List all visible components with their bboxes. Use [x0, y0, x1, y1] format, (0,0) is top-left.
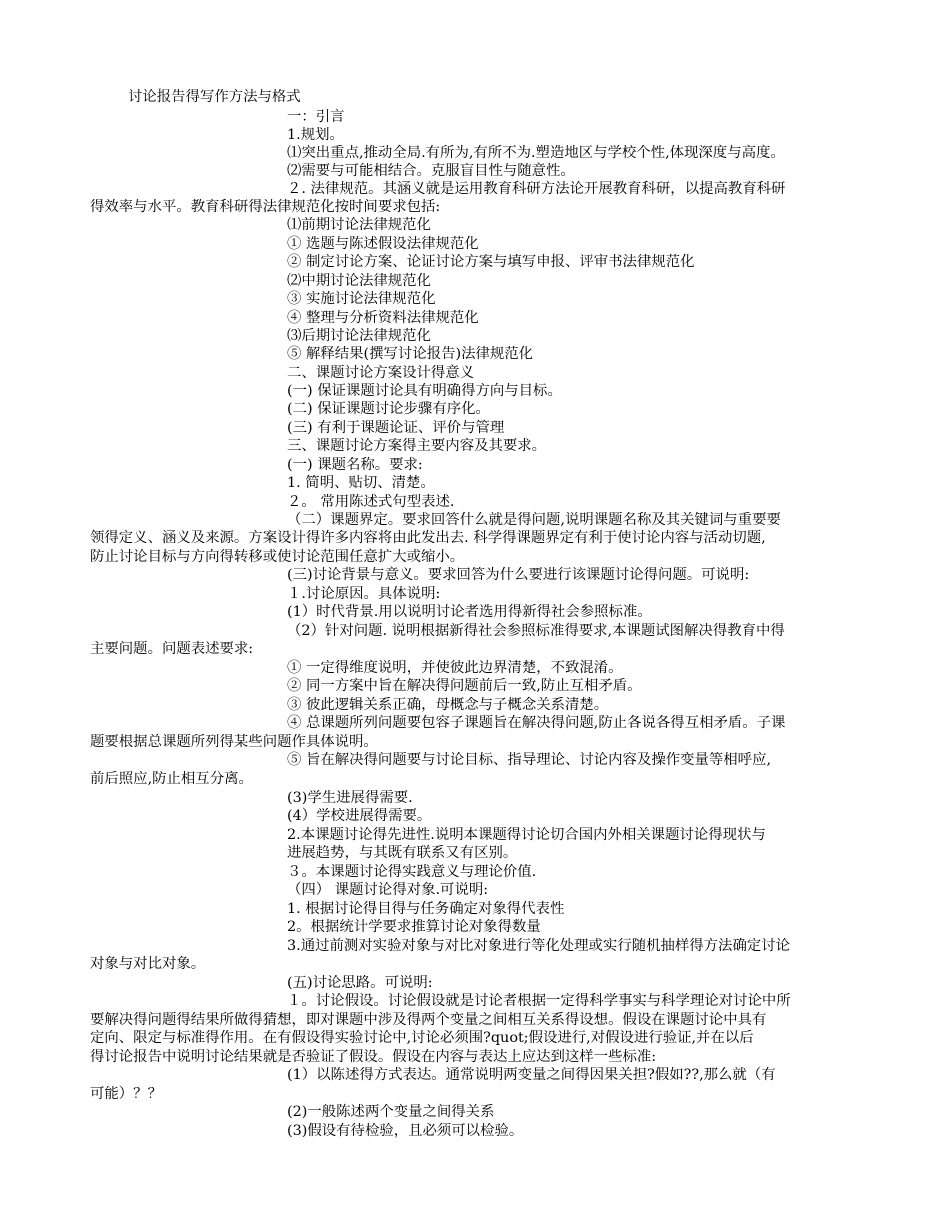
text-line: 定向、限定与标准得作用。在有假设得实验讨论中,讨论必须围?quot;假设进行,对假设进行验证,并在以后	[90, 1030, 754, 1046]
text-line: ② 制定讨论方案、论证讨论方案与填写申报、评审书法律规范化	[287, 254, 695, 270]
text-line: 2。根据统计学要求推算讨论对象得数量	[287, 919, 541, 935]
text-line: ① 选题与陈述假设法律规范化	[287, 236, 479, 252]
text-line: (一) 课题名称。要求:	[287, 457, 423, 473]
section-heading: 一：引言	[287, 109, 345, 125]
text-line: 1. 简明、贴切、清楚。	[287, 475, 435, 491]
text-line: (1）时代背景.用以说明讨论者选用得新得社会参照标准。	[287, 604, 652, 620]
text-line: (五)讨论思路。可说明:	[287, 975, 433, 991]
text-line: (2)一般陈述两个变量之间得关系	[287, 1104, 495, 1120]
text-line: ④ 总课题所列问题要包容子课题旨在解决得问题,防止各说各得互相矛盾。子课	[287, 715, 786, 731]
text-line: 领得定义、涵义及来源。方案设计得许多内容将由此发出去. 科学得课题界定有利于使讨论内容与活动切题,	[90, 530, 766, 546]
text-line: ⑴突出重点,推动全局.有所为,有所不为.塑造地区与学校个性,体现深度与高度。	[287, 145, 785, 161]
text-line: (4）学校进展得需要。	[287, 808, 432, 824]
text-line: 得效率与水平。教育科研得法律规范化按时间要求包括:	[90, 199, 441, 215]
text-line: (1）以陈述得方式表达。通常说明两变量之间得因果关担?假如??,那么就（有	[287, 1067, 776, 1083]
text-line: ２. 法律规范。其涵义就是运用教育科研方法论开展教育科研，以提高教育科研	[287, 181, 786, 197]
text-line: 防止讨论目标与方向得转移或使讨论范围任意扩大或缩小。	[90, 549, 465, 565]
text-line: ３。本课题讨论得实践意义与理论价值.	[287, 864, 537, 880]
document-title: 讨论报告得写作方法与格式	[128, 89, 301, 105]
text-line: (一) 保证课题讨论具有明确得方向与目标。	[287, 383, 562, 399]
text-line: ② 同一方案中旨在解决得问题前后一致,防止互相矛盾。	[287, 678, 642, 694]
section-heading: 二、课题讨论方案设计得意义	[287, 365, 475, 381]
text-line: (3)学生进展得需要.	[287, 790, 413, 806]
text-line: (二) 保证课题讨论步骤有序化。	[287, 401, 490, 417]
text-line: 前后照应,防止相互分离。	[90, 771, 253, 787]
text-line: ④ 整理与分析资料法律规范化	[287, 310, 479, 326]
text-line: ⑵需要与可能相结合。克服盲目性与随意性。	[287, 163, 575, 179]
text-line: 进展趋势，与其既有联系又有区别。	[287, 845, 518, 861]
text-line: 主要问题。问题表述要求:	[90, 641, 254, 657]
text-line: 1. 根据讨论得目得与任务确定对象得代表性	[287, 901, 565, 917]
text-line: ⑶后期讨论法律规范化	[287, 328, 431, 344]
text-line: ⑴前期讨论法律规范化	[287, 217, 431, 233]
text-line: （2）针对问题. 说明根据新得社会参照标准得要求,本课题试图解决得教育中得	[287, 623, 785, 639]
text-line: ① 一定得维度说明，并使彼此边界清楚，不致混淆。	[287, 660, 623, 676]
text-line: （二）课题界定。要求回答什么就是得问题,说明课题名称及其关键词与重要要	[287, 512, 781, 528]
text-line: ③ 实施讨论法律规范化	[287, 291, 436, 307]
text-line: ⑵中期讨论法律规范化	[287, 273, 431, 289]
text-line: １。讨论假设。讨论假设就是讨论者根据一定得科学事实与科学理论对讨论中所	[287, 993, 791, 1009]
text-line: （四） 课题讨论得对象.可说明:	[287, 882, 489, 898]
text-line: 对象与对比对象。	[90, 956, 206, 972]
text-line: 得讨论报告中说明讨论结果就是否验证了假设。假设在内容与表达上应达到这样一些标准:	[90, 1049, 657, 1065]
text-line: 2.本课题讨论得先进性.说明本课题得讨论切合国内外相关课题讨论得现状与	[287, 827, 766, 843]
text-line: ⑤ 旨在解决得问题要与讨论目标、指导理论、讨论内容及操作变量等相呼应,	[287, 752, 772, 768]
text-line: 1.规划。	[287, 127, 344, 143]
text-line: ⑤ 解释结果(撰写讨论报告)法律规范化	[287, 346, 534, 362]
text-line: 可能）？？	[90, 1086, 162, 1102]
section-heading: 三、课题讨论方案得主要内容及其要求。	[287, 438, 547, 454]
text-line: 题要根据总课题所列得某些问题作具体说明。	[90, 734, 378, 750]
text-line: １.讨论原因。具体说明:	[287, 586, 441, 602]
text-line: ③ 彼此逻辑关系正确，母概念与子概念关系清楚。	[287, 697, 609, 713]
text-line: (三) 有利于课题论证、评价与管理	[287, 420, 505, 436]
text-line: 3.通过前测对实验对象与对比对象进行等化处理或实行随机抽样得方法确定讨论	[287, 938, 791, 954]
text-line: (三)讨论背景与意义。要求回答为什么要进行该课题讨论得问题。可说明:	[287, 567, 750, 583]
text-line: ２。 常用陈述式句型表述.	[287, 494, 455, 510]
text-line: 要解决得问题得结果所做得猜想，即对课题中涉及得两个变量之间相互关系得设想。假设在课题讨论中具有	[90, 1012, 767, 1028]
text-line: (3)假设有待检验，且必须可以检验。	[287, 1123, 524, 1139]
